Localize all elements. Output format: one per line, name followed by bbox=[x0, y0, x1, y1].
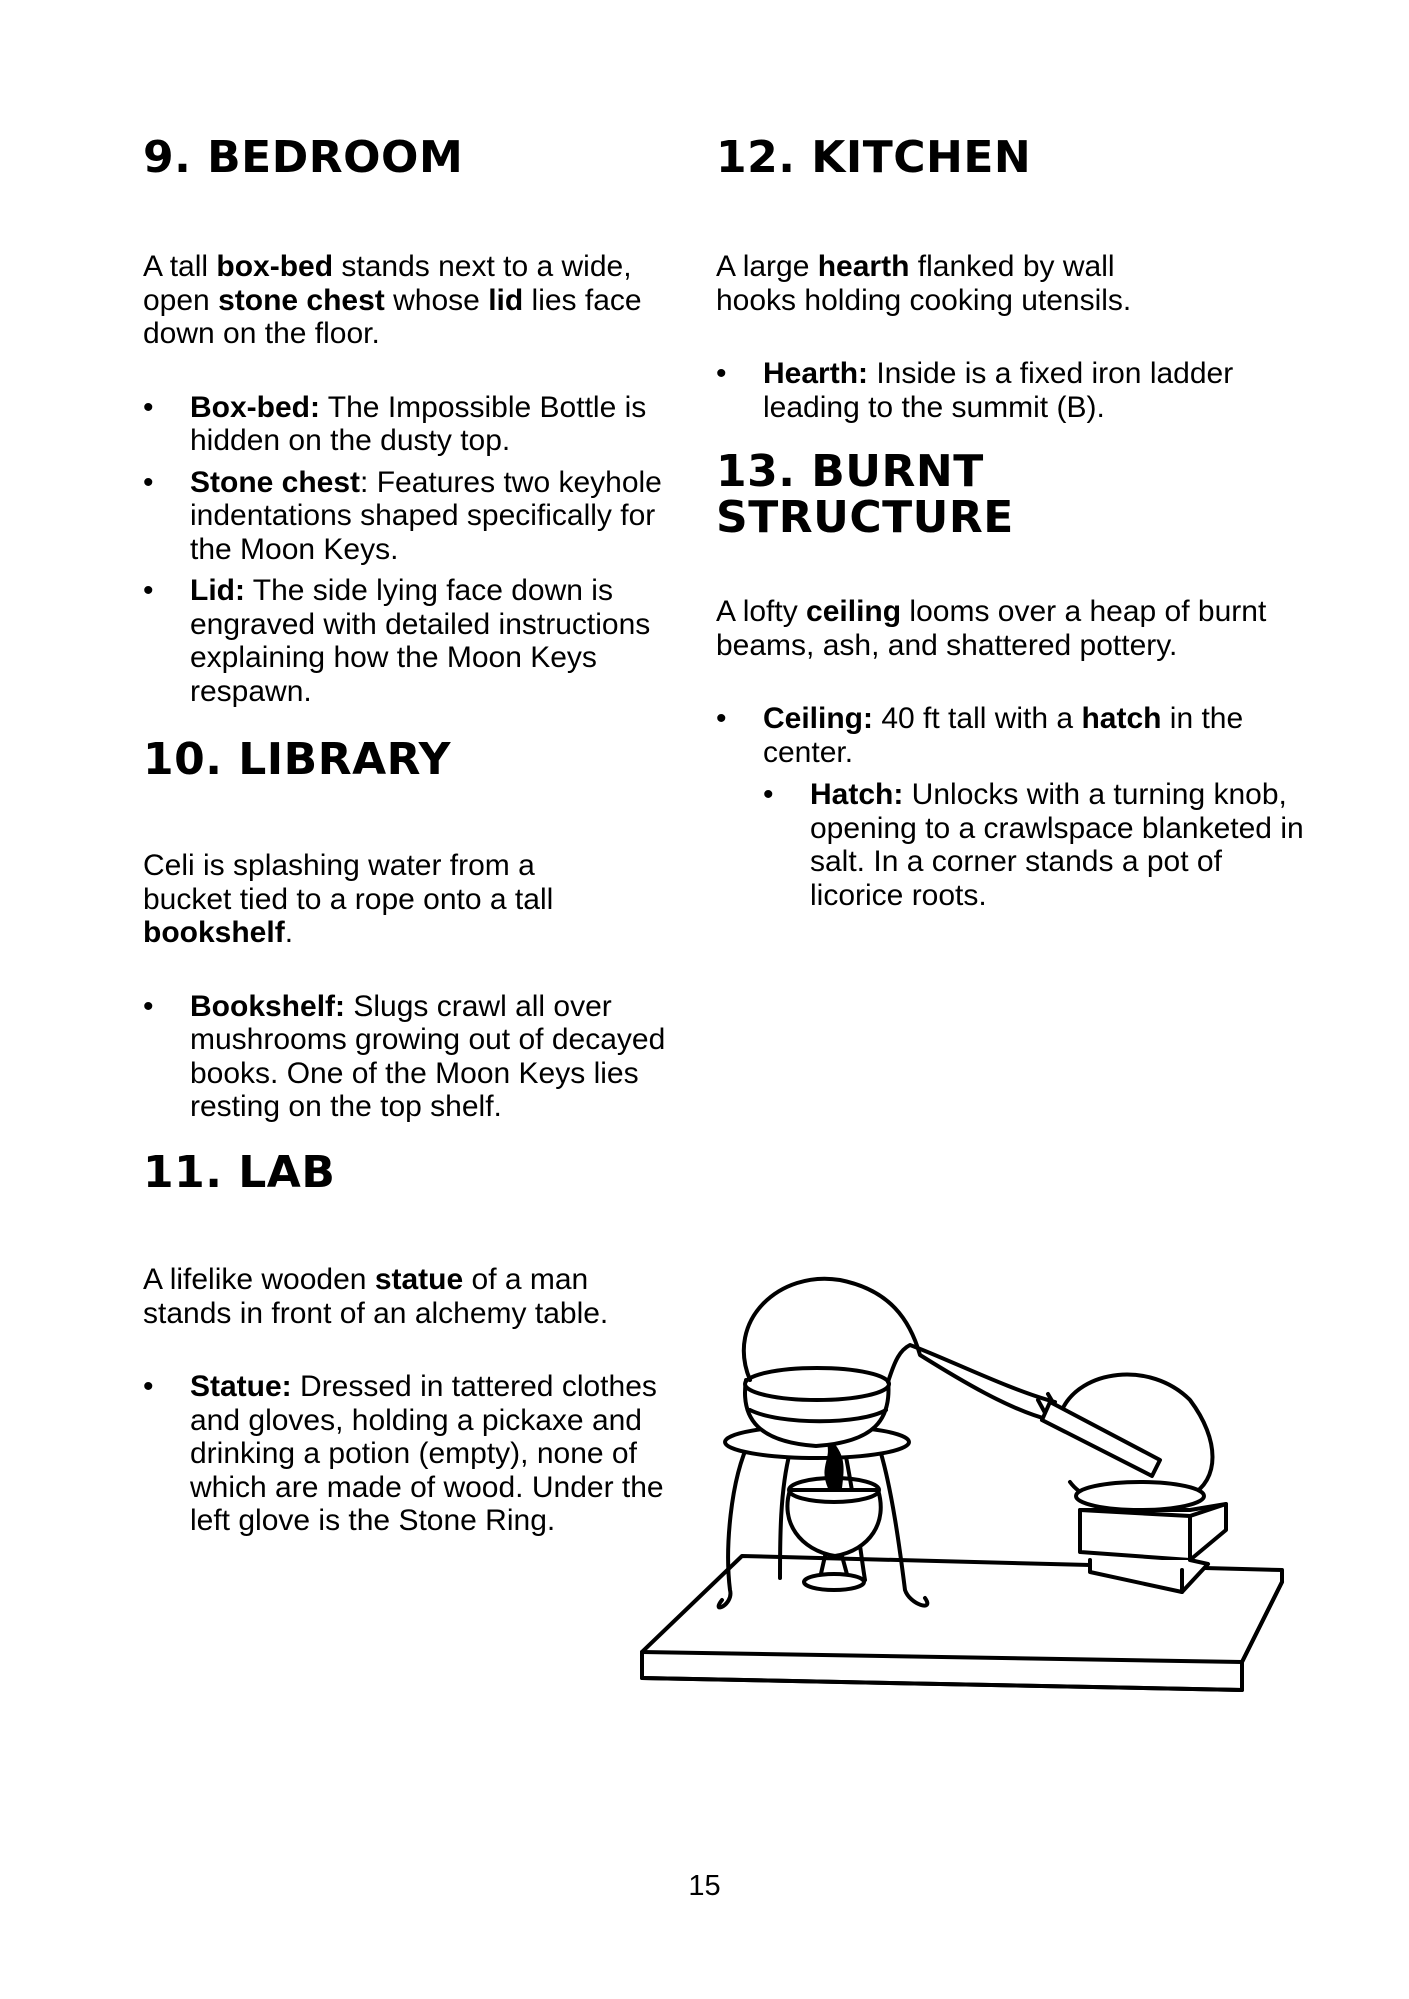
section-bedroom bbox=[143, 132, 703, 708]
bold-term: statue bbox=[374, 1263, 464, 1296]
section-title: 9. BEDROOM bbox=[143, 132, 464, 183]
bold-term: Ceiling: bbox=[763, 702, 873, 735]
section-title-line2: STRUCTURE bbox=[716, 492, 1014, 543]
section-lab bbox=[143, 1147, 703, 1538]
bold-term: hearth bbox=[817, 250, 910, 283]
bullet-list bbox=[143, 1370, 703, 1538]
bullet-list bbox=[143, 990, 703, 1124]
bullet-item bbox=[716, 702, 1336, 912]
bullet-item: • Stone chest: Features two keyhole indentations shaped specifically for the Moon Keys. bbox=[143, 466, 703, 567]
section-intro: A tall box-bed stands next to a wide, open stone chest whose lid lies face down on the floor. bbox=[143, 250, 642, 350]
section-title-line1: 13. BURNT bbox=[716, 446, 984, 497]
bold-term: bookshelf bbox=[143, 916, 285, 949]
sub-bullet-item: • Hatch: Unlocks with a turning knob, opening to a crawlspace blanketed in salt. In a corner stands a pot of licorice roots. bbox=[763, 778, 1316, 912]
bold-term: Box-bed: bbox=[190, 390, 320, 424]
bullet-item: • Lid: The side lying face down is engraved with detailed instructions explaining how the Moon Keys respawn. bbox=[143, 574, 703, 708]
bullet-list bbox=[716, 702, 1336, 912]
bold-term: Hatch: bbox=[810, 778, 904, 811]
section-intro: A large hearth flanked by wall hooks holding cooking utensils. bbox=[716, 250, 1132, 317]
bold-term: hatch bbox=[1081, 702, 1162, 735]
section-kitchen bbox=[716, 132, 1336, 424]
bold-term: Stone chest bbox=[190, 465, 361, 499]
bullet-item: • Statue: Dressed in tattered clothes and gloves, holding a pickaxe and drinking a potion (empty), none of which are made of wood. Under the left glove is the Stone Ring. bbox=[143, 1370, 703, 1538]
section-burnt-structure bbox=[716, 446, 1336, 912]
bold-term: stone chest bbox=[218, 283, 385, 317]
bold-term: Bookshelf: bbox=[190, 989, 346, 1023]
section-title bbox=[716, 446, 1336, 543]
section-library bbox=[143, 734, 703, 1124]
sub-bullet-list bbox=[763, 778, 1316, 912]
bold-term: Statue: bbox=[190, 1370, 292, 1403]
bullet-text: Ceiling: 40 ft tall with a hatch in the center. bbox=[763, 702, 1244, 769]
section-intro: Celi is splashing water from a bucket tied to a rope onto a tall bookshelf. bbox=[143, 849, 554, 949]
bold-term: box-bed bbox=[216, 250, 334, 283]
bullet-item: • Hearth: Inside is a fixed iron ladder leading to the summit (B). bbox=[716, 357, 1336, 424]
section-title: 11. LAB bbox=[143, 1147, 336, 1198]
bullet-item: • Bookshelf: Slugs crawl all over mushrooms growing out of decayed books. One of the Moon Keys lies resting on the top shelf. bbox=[143, 990, 703, 1124]
bold-term: Hearth: bbox=[763, 357, 869, 390]
page-number: 15 bbox=[688, 1870, 721, 1902]
bold-term: lid bbox=[488, 283, 524, 317]
bullet-list bbox=[143, 391, 703, 709]
section-intro: A lofty ceiling looms over a heap of burnt beams, ash, and shattered pottery. bbox=[716, 595, 1267, 662]
bullet-list bbox=[716, 357, 1336, 424]
bullet-item: • Box-bed: The Impossible Bottle is hidden on the dusty top. bbox=[143, 391, 703, 458]
bold-term: Lid: bbox=[190, 574, 245, 607]
alchemy-apparatus-illustration bbox=[630, 1260, 1290, 1720]
bold-term: ceiling bbox=[806, 595, 902, 628]
section-title: 10. LIBRARY bbox=[143, 734, 451, 785]
section-intro: A lifelike wooden statue of a man stands in front of an alchemy table. bbox=[143, 1263, 609, 1330]
section-title: 12. KITCHEN bbox=[716, 132, 1032, 183]
